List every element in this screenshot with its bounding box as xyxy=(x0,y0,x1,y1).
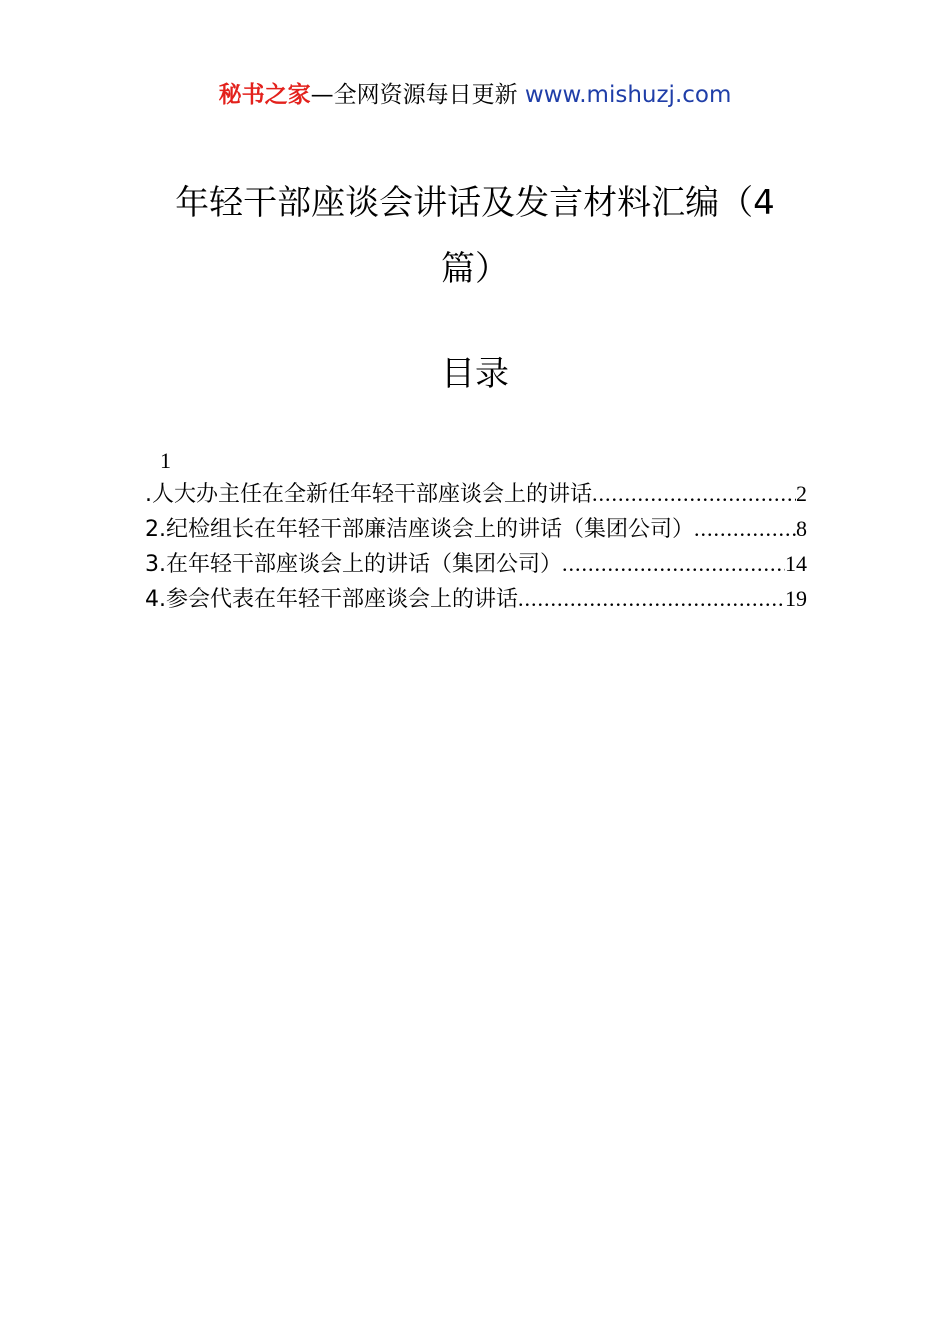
toc-entry-page: 14 xyxy=(785,551,807,576)
toc-entry[interactable] xyxy=(145,476,807,511)
document-title: 年轻干部座谈会讲话及发言材料汇编（4篇） xyxy=(175,183,775,289)
toc-heading: 目录 xyxy=(441,354,509,394)
toc-leader-dots xyxy=(694,511,796,546)
toc-entry-page: 2 xyxy=(796,481,807,506)
site-banner xyxy=(0,78,950,112)
banner-tagline: —全网资源每日更新 xyxy=(310,82,518,108)
toc-entry[interactable] xyxy=(145,511,807,546)
table-of-contents xyxy=(145,446,807,616)
toc-entry-page: 8 xyxy=(796,516,807,541)
site-url-link[interactable]: www.mishuzj.com xyxy=(524,82,732,108)
toc-entry-title: 3.在年轻干部座谈会上的讲话（集团公司） xyxy=(145,552,562,577)
toc-entry[interactable] xyxy=(145,546,807,581)
toc-leader-dots xyxy=(562,546,785,581)
toc-entry-title: 4.参会代表在年轻干部座谈会上的讲话 xyxy=(145,587,518,612)
toc-first-number: 1 xyxy=(160,448,171,473)
toc-leader-dots xyxy=(592,476,796,511)
toc-entry-title: 2.纪检组长在年轻干部廉洁座谈会上的讲话（集团公司） xyxy=(145,517,694,542)
toc-leader-dots xyxy=(518,581,785,616)
toc-entry-title: .人大办主任在全新任年轻干部座谈会上的讲话 xyxy=(145,482,592,507)
toc-entry[interactable] xyxy=(145,581,807,616)
toc-entry-page: 19 xyxy=(785,586,807,611)
brand-name: 秘书之家 xyxy=(218,82,311,108)
